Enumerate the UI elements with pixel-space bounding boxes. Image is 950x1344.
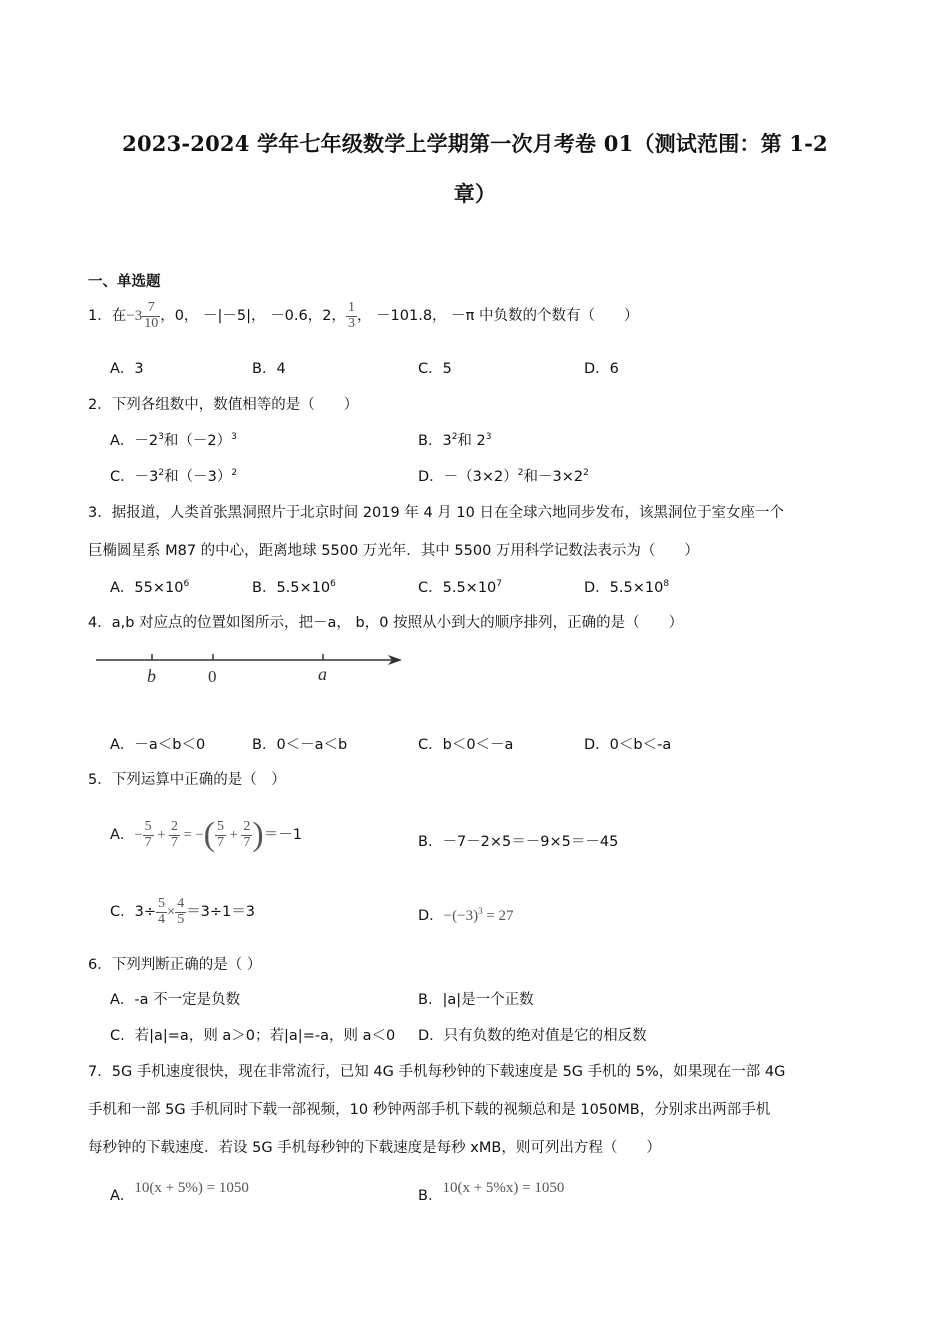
question-4-option-b[interactable]: B．0＜－a＜b [252,737,348,753]
question-6-stem: 6．下列判断正确的是（ ） [88,957,262,973]
question-1-option-d[interactable]: D．6 [584,361,619,377]
question-4-stem: 4．a,b 对应点的位置如图所示，把－a， b，0 按照从小到大的顺序排列，正确的是（ ） [88,615,684,631]
question-1-option-c[interactable]: C．5 [418,361,452,377]
page-title: 2023-2024 学年七年级数学上学期第一次月考卷 01（测试范围：第 1-2 [122,131,828,156]
label-zero: 0 [208,667,217,686]
label-a: a [318,664,327,684]
mixed-number-fraction: $\frac{7}{10}$ [144,299,159,331]
question-3-option-c[interactable]: C．$5.5\times 10^7$ [418,579,503,596]
question-2-option-d[interactable]: D．$-(3\times 2)^2$和$-3\times 2^2$ [418,468,589,485]
question-7-option-a[interactable]: A．10(x + 5%) = 1050 [110,1180,249,1204]
question-7-stem-line2: 手机和一部 5G 手机同时下载一部视频，10 秒钟两部手机下载的视频总和是 1050MB，分别求出两部手机 [88,1102,771,1118]
question-6-option-a[interactable]: A．-a 不一定是负数 [110,992,241,1008]
question-4-option-a[interactable]: A．－a＜b＜0 [110,737,206,753]
question-3-option-d[interactable]: D．$5.5\times 10^8$ [584,579,670,596]
question-1-option-b[interactable]: B．4 [252,361,286,377]
mixed-number-whole: −3 [126,308,143,324]
question-2-option-a[interactable]: A．$-2^3$和$(-2)^3$ [110,432,237,449]
question-5-option-c[interactable]: C．3÷ $\frac{5}{4}$ × $\frac{4}{5}$ ＝3÷1＝3 [110,895,256,927]
question-6-option-b[interactable]: B．|a|是一个正数 [418,992,534,1008]
question-5-option-a[interactable]: A．− $\frac{5}{7}$ + $\frac{2}{7}$ = −( $\frac{5}{7}$ + $\frac{2}{7}$ )＝－1 [110,816,302,853]
question-4-option-d[interactable]: D．0＜b＜-a [584,737,672,753]
question-1-option-a[interactable]: A．3 [110,361,144,377]
question-2-stem: 2．下列各组数中，数值相等的是（ ） [88,397,359,413]
question-3-option-b[interactable]: B．$5.5\times 10^6$ [252,579,336,596]
question-7-option-b[interactable]: B．10(x + 5%x) = 1050 [418,1180,565,1204]
question-5-option-b[interactable]: B．－7－2×5＝－9×5＝－45 [418,834,619,850]
page-title-continued: 章） [453,181,497,206]
question-7-stem-line1: 7．5G 手机速度很快，现在非常流行，已知 4G 手机每秒钟的下载速度是 5G 手机的 5%，如果现在一部 4G [88,1064,786,1080]
question-2-option-c[interactable]: C．$-3^2$和$(-3)^2$ [110,468,238,485]
question-2-option-b[interactable]: B．$3^2$和 $2^3$ [418,432,492,449]
question-3-option-a[interactable]: A．$55\times 10^6$ [110,579,190,596]
question-6-option-d[interactable]: D．只有负数的绝对值是它的相反数 [418,1028,647,1044]
question-5-option-d[interactable]: D．$-(-3)^3 = 27$ [418,906,514,924]
question-1-stem: 1．在−3 $\frac{7}{10}$ ，0， －|－5|， －0.6，2， $\frac{1}{3}$ ， －101.8， －π 中负数的个数有（ ） [88,299,639,331]
question-6-option-c[interactable]: C．若|a|=a，则 a＞0；若|a|=-a，则 a＜0 [110,1028,396,1044]
label-b: b [147,666,156,686]
number-line-figure [90,646,410,694]
question-3-stem-line2: 巨椭圆星系 M87 的中心，距离地球 5500 万光年．其中 5500 万用科学记数法表示为（ ） [88,543,699,559]
section-heading: 一、单选题 [88,274,161,290]
fraction-one-third: $\frac{1}{3}$ [347,299,355,331]
question-4-option-c[interactable]: C．b＜0＜－a [418,737,514,753]
question-5-stem: 5．下列运算中正确的是（ ） [88,772,286,788]
question-3-stem-line1: 3．据报道，人类首张黑洞照片于北京时间 2019 年 4 月 10 日在全球六地同步发布，该黑洞位于室女座一个 [88,505,784,521]
question-7-stem-line3: 每秒钟的下载速度．若设 5G 手机每秒钟的下载速度是每秒 xMB，则可列出方程（ ） [88,1140,661,1156]
